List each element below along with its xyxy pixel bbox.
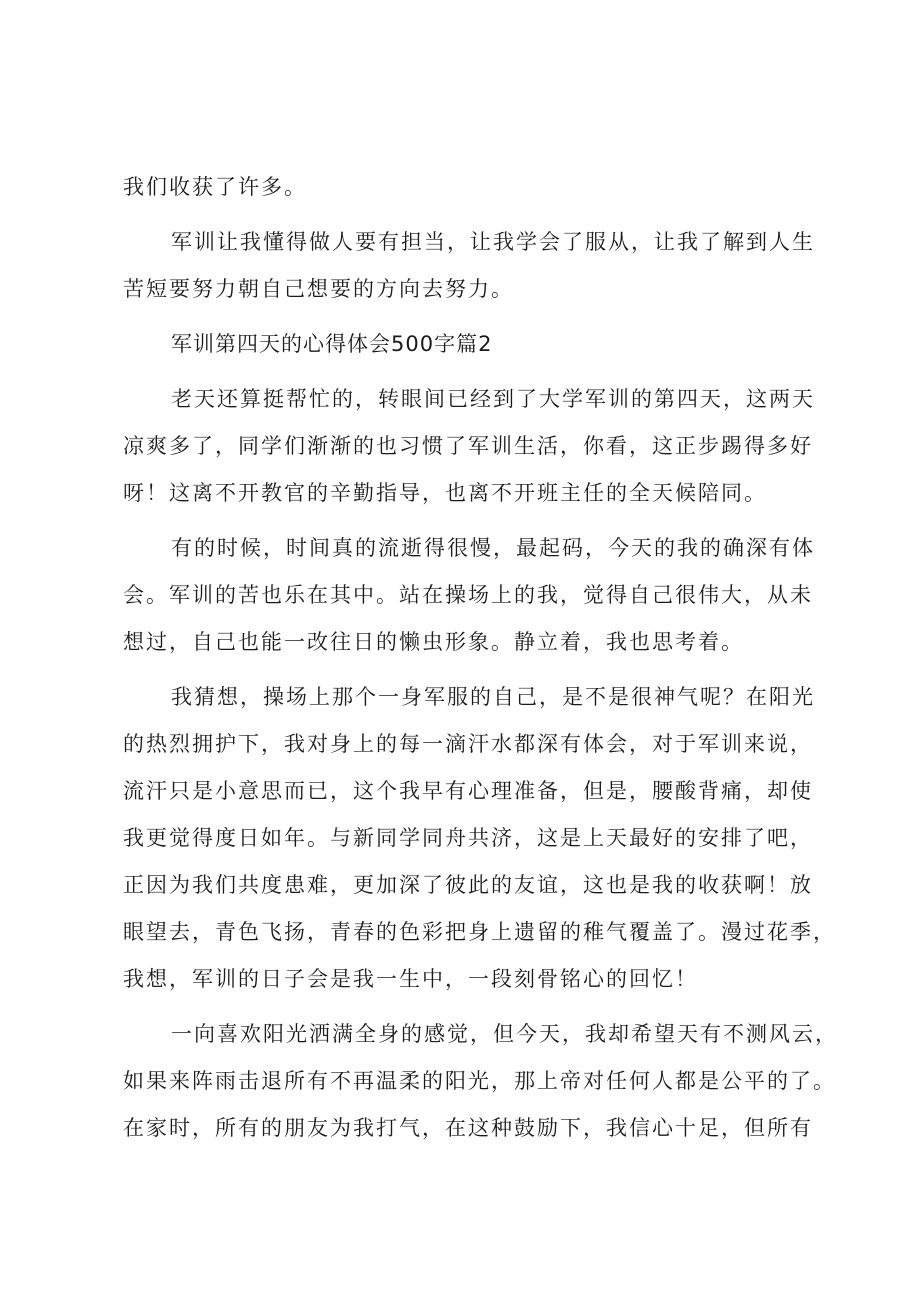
paragraph-gap	[123, 517, 835, 525]
paragraph-gap	[123, 368, 835, 376]
paragraph-gap	[123, 211, 835, 219]
paragraph	[123, 674, 835, 1003]
paragraph	[123, 525, 835, 666]
text-line: 在家时，所有的朋友为我打气，在这种鼓励下，我信心十足，但所有	[123, 1116, 813, 1140]
paragraph-gap	[123, 313, 835, 321]
section-heading: 军训第四天的心得体会500字篇2	[171, 332, 493, 356]
text-line: 呀！这离不开教官的辛勤指导，也离不开班主任的全天候陪同。	[123, 481, 767, 505]
text-line: 我们收获了许多。	[123, 175, 307, 199]
document-body	[123, 164, 838, 1152]
text-line: 流汗只是小意思而已，这个我早有心理准备，但是，腰酸背痛，却使	[123, 779, 813, 803]
text-line: 正因为我们共度患难，更加深了彼此的友谊，这也是我的收获啊！放	[123, 873, 813, 897]
paragraph-gap	[123, 1003, 835, 1011]
paragraph-gap	[123, 666, 835, 674]
paragraph	[123, 376, 835, 517]
text-line: 军训让我懂得做人要有担当，让我学会了服从，让我了解到人生	[171, 230, 815, 254]
text-line: 苦短要努力朝自己想要的方向去努力。	[123, 277, 514, 301]
text-line: 我想，军训的日子会是我一生中，一段刻骨铭心的回忆！	[123, 967, 698, 991]
paragraph	[123, 1011, 838, 1152]
text-line: 我猜想，操场上那个一身军服的自己，是不是很神气呢？在阳光	[171, 685, 815, 709]
text-line: 一向喜欢阳光洒满全身的感觉，但今天，我却希望天有不测风云，	[171, 1022, 838, 1046]
text-line: 有的时候，时间真的流逝得很慢，最起码，今天的我的确深有体	[171, 536, 815, 560]
text-line: 如果来阵雨击退所有不再温柔的阳光，那上帝对任何人都是公平的了。	[123, 1069, 836, 1093]
paragraph-continuation	[123, 164, 835, 211]
paragraph	[123, 219, 835, 313]
text-line: 会。军训的苦也乐在其中。站在操场上的我，觉得自己很伟大，从未	[123, 583, 813, 607]
text-line: 的热烈拥护下，我对身上的每一滴汗水都深有体会，对于军训来说，	[123, 732, 813, 756]
text-line: 老天还算挺帮忙的，转眼间已经到了大学军训的第四天，这两天	[171, 387, 815, 411]
text-line: 我更觉得度日如年。与新同学同舟共济，这是上天最好的安排了吧，	[123, 826, 813, 850]
text-line: 想过，自己也能一改往日的懒虫形象。静立着，我也思考着。	[123, 630, 744, 654]
text-line: 眼望去，青色飞扬，青春的色彩把身上遗留的稚气覆盖了。漫过花季，	[123, 920, 836, 944]
text-line: 凉爽多了，同学们渐渐的也习惯了军训生活，你看，这正步踢得多好	[123, 434, 813, 458]
